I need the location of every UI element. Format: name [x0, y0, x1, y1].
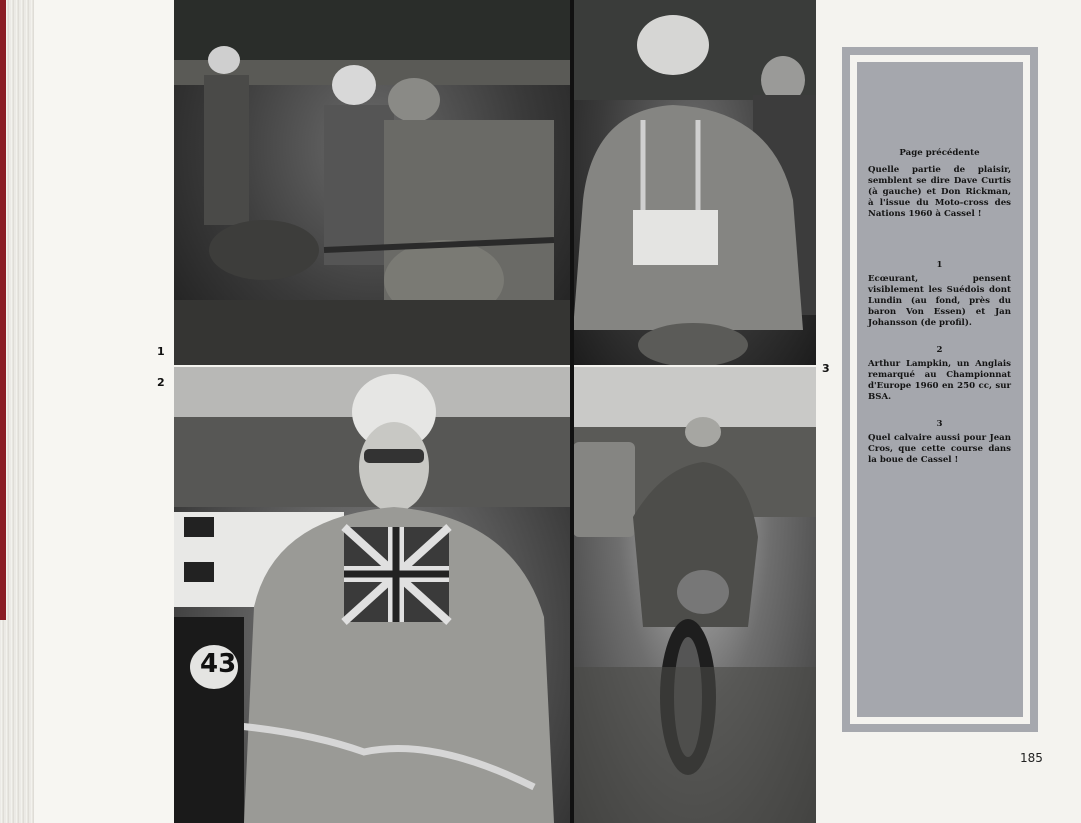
caption-border [850, 55, 1030, 724]
photo-jean-cros [573, 367, 816, 823]
page-number: 185 [1020, 751, 1043, 765]
left-page-margin [34, 0, 174, 823]
caption-text-2: Arthur Lampkin, un Anglais remarqué au Championnat d'Europe 1960 en 250 cc, sur BSA. [868, 359, 1011, 402]
photo-arthur-lampkin [174, 367, 571, 823]
caption-box [842, 47, 1038, 732]
caption-number-3: 3 [936, 419, 943, 429]
race-number-plate: 43 [200, 649, 237, 679]
book-gutter [570, 0, 574, 823]
caption-panel [857, 62, 1023, 717]
caption-text-3: Quel calvaire aussi pour Jean Cros, que cette course dans la boue de Cassel ! [868, 433, 1011, 465]
caption-number-2: 2 [936, 345, 943, 355]
caption-intro: Quelle partie de plaisir, semblent se dire Dave Curtis (à gauche) et Don Rickman, à l'issue du Moto-cross des Nations 1960 à Cassel ! [868, 165, 1011, 219]
photo-number-2: 2 [157, 376, 165, 389]
caption-text-1: Ecœurant, pensent visiblement les Suédois dont Lundin (au fond, près du baron Von Essen) et Jan Johansson (de profil). [868, 274, 1011, 328]
photo-rider-from-behind [573, 0, 816, 365]
photo-number-3: 3 [822, 362, 830, 375]
caption-title: Page précédente [899, 148, 980, 158]
photo-number-1: 1 [157, 345, 165, 358]
book-cover-edge [0, 0, 6, 620]
caption-number-1: 1 [936, 260, 943, 270]
photo-swedish-riders [174, 0, 571, 365]
